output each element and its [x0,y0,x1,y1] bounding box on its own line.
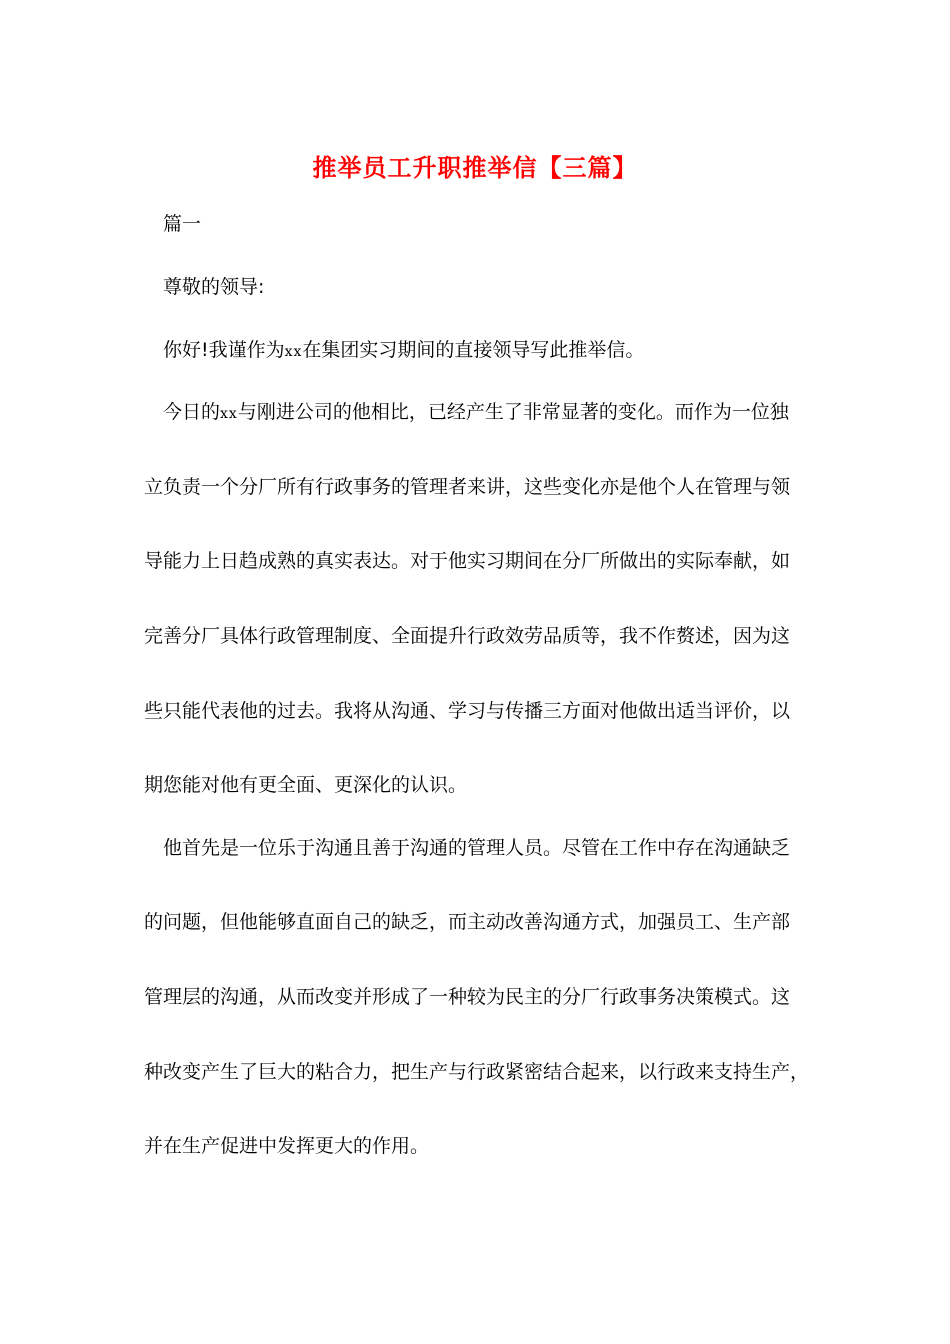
paragraph2-line-2: 的问题，但他能够直面自己的缺乏，而主动改善沟通方式，加强员工、生产部 [144,911,791,933]
document-title: 推举员工升职推举信【三篇】 [312,153,638,182]
paragraph2-line-5: 并在生产促进中发挥更大的作用。 [144,1135,430,1157]
greeting-line [163,336,644,366]
paragraph2-line-4: 种改变产生了巨大的粘合力，把生产与行政紧密结合起来，以行政来支持生产， [144,1061,810,1083]
paragraph2-line-3: 管理层的沟通，从而改变并形成了一种较为民主的分厂行政事务决策模式。这 [144,986,791,1008]
paragraph1-line-4: 完善分厂具体行政管理制度、全面提升行政效劳品质等，我不作赘述，因为这 [144,625,791,647]
paragraph1-line-3: 导能力上日趋成熟的真实表达。对于他实习期间在分厂所做出的实际奉献，如 [144,550,791,572]
paragraph2-line-1: 他首先是一位乐于沟通且善于沟通的管理人员。尽管在工作中存在沟通缺乏 [163,837,791,859]
placeholder-name: xx [284,344,303,360]
paragraph1-line-6: 期您能对他有更全面、更深化的认识。 [144,774,468,796]
paragraph1-line-1 [163,398,789,428]
paragraph1-text-part1: 今日的 [163,401,221,423]
greeting-text-part1: 你好!我谨作为 [163,339,285,361]
paragraph1-text-part2: 与刚进公司的他相比，已经产生了非常显著的变化。而作为一位独 [237,401,789,423]
greeting-text-part2: 在集团实习期间的直接领导写此推举信。 [302,339,645,361]
placeholder-name: xx [220,406,238,422]
paragraph1-line-2: 立负责一个分厂所有行政事务的管理者来讲，这些变化亦是他个人在管理与领 [144,476,791,498]
section-heading: 篇一 [163,213,202,235]
salutation: 尊敬的领导: [163,276,265,298]
paragraph1-line-5: 些只能代表他的过去。我将从沟通、学习与传播三方面对他做出适当评价，以 [144,700,791,722]
